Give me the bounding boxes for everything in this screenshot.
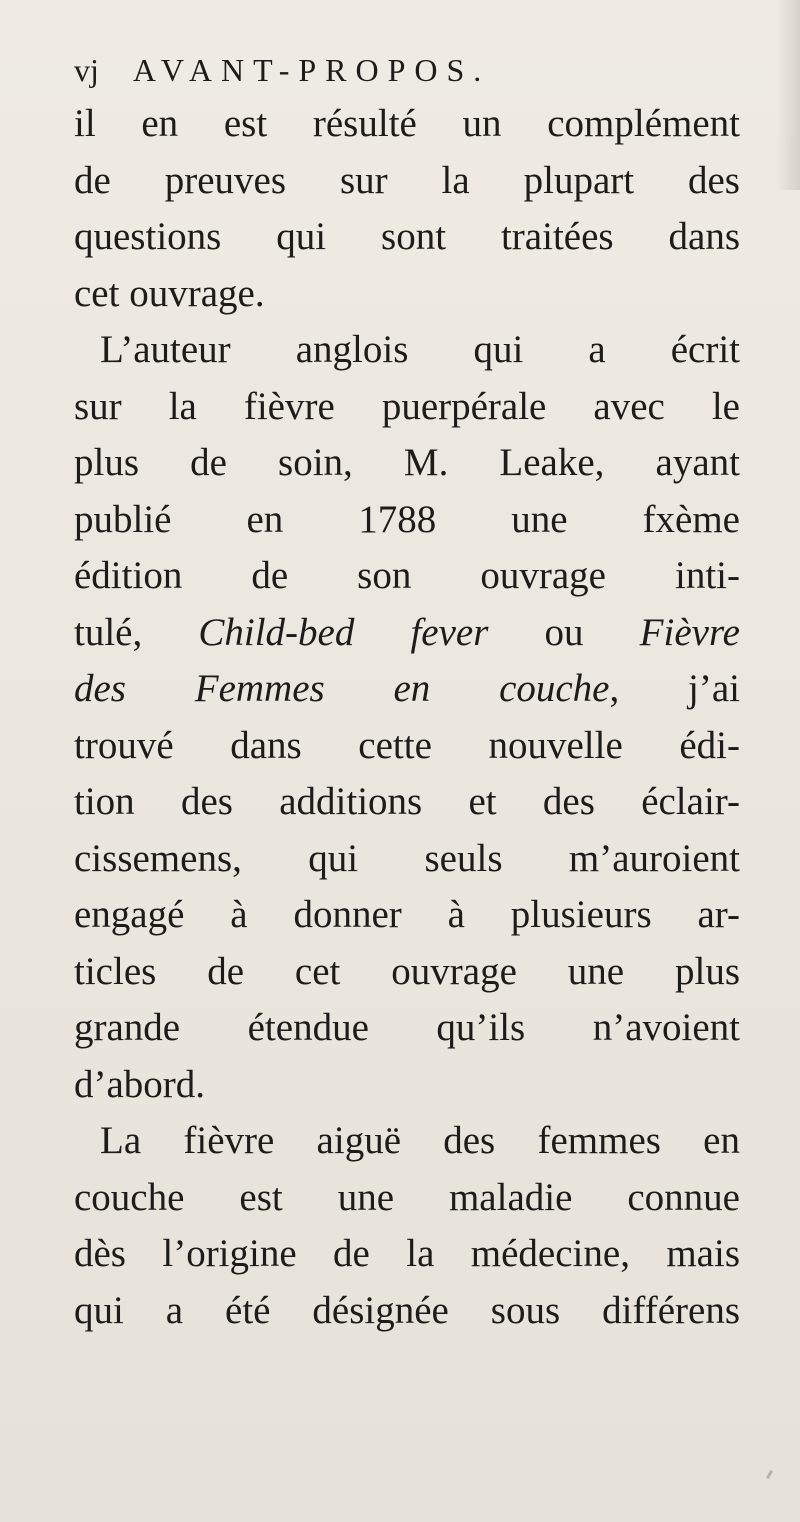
english-title: Child-bed fever — [198, 610, 489, 654]
french-title-cont: des Femmes en couche — [74, 667, 610, 710]
text-line: sur la fièvre puerpérale avec le — [74, 384, 740, 428]
text-line: plus de soin, M. Leake, ayant — [74, 441, 740, 484]
paper-mark — [766, 1470, 773, 1479]
text-run: , j’ai — [609, 667, 740, 710]
text-line — [74, 661, 740, 718]
page-header — [74, 52, 490, 89]
text-line: grande étendue qu’ils n’avoient — [74, 1006, 740, 1049]
text-line — [74, 605, 740, 662]
text-run: ou — [488, 610, 640, 654]
text-run: tulé, — [74, 610, 199, 654]
text-line: qui a été désignée sous différens — [74, 1288, 740, 1332]
text-line: dès l’origine de la médecine, mais — [74, 1232, 740, 1275]
french-title: Fièvre — [639, 610, 740, 654]
page-edge-stain — [776, 0, 800, 190]
text-line: de preuves sur la plupart des — [74, 158, 740, 202]
running-title: AVANT-PROPOS. — [132, 52, 491, 88]
text-line: cissemens, qui seuls m’auroient — [74, 836, 740, 880]
text-line: couche est une maladie connue — [74, 1175, 740, 1219]
text-line: il en est résulté un complément — [74, 102, 740, 145]
body-text — [74, 96, 740, 1339]
text-line: publié en 1788 une fxème — [74, 497, 740, 541]
paragraph-start: La fièvre aiguë des femmes en — [100, 1119, 740, 1162]
text-line: engagé à donner à plusieurs ar- — [74, 893, 740, 936]
text-line: d’abord. — [74, 1062, 206, 1106]
text-line: tion des additions et des éclair- — [74, 780, 740, 823]
text-line: ticles de cet ouvrage une plus — [74, 949, 740, 993]
text-line: cet ouvrage. — [74, 271, 265, 315]
text-line: questions qui sont traitées dans — [74, 215, 740, 258]
paragraph-start: L’auteur anglois qui a écrit — [100, 328, 740, 371]
text-line: trouvé dans cette nouvelle édi- — [74, 723, 740, 767]
text-line: édition de son ouvrage inti- — [74, 554, 740, 597]
page-number: vj — [74, 52, 99, 88]
